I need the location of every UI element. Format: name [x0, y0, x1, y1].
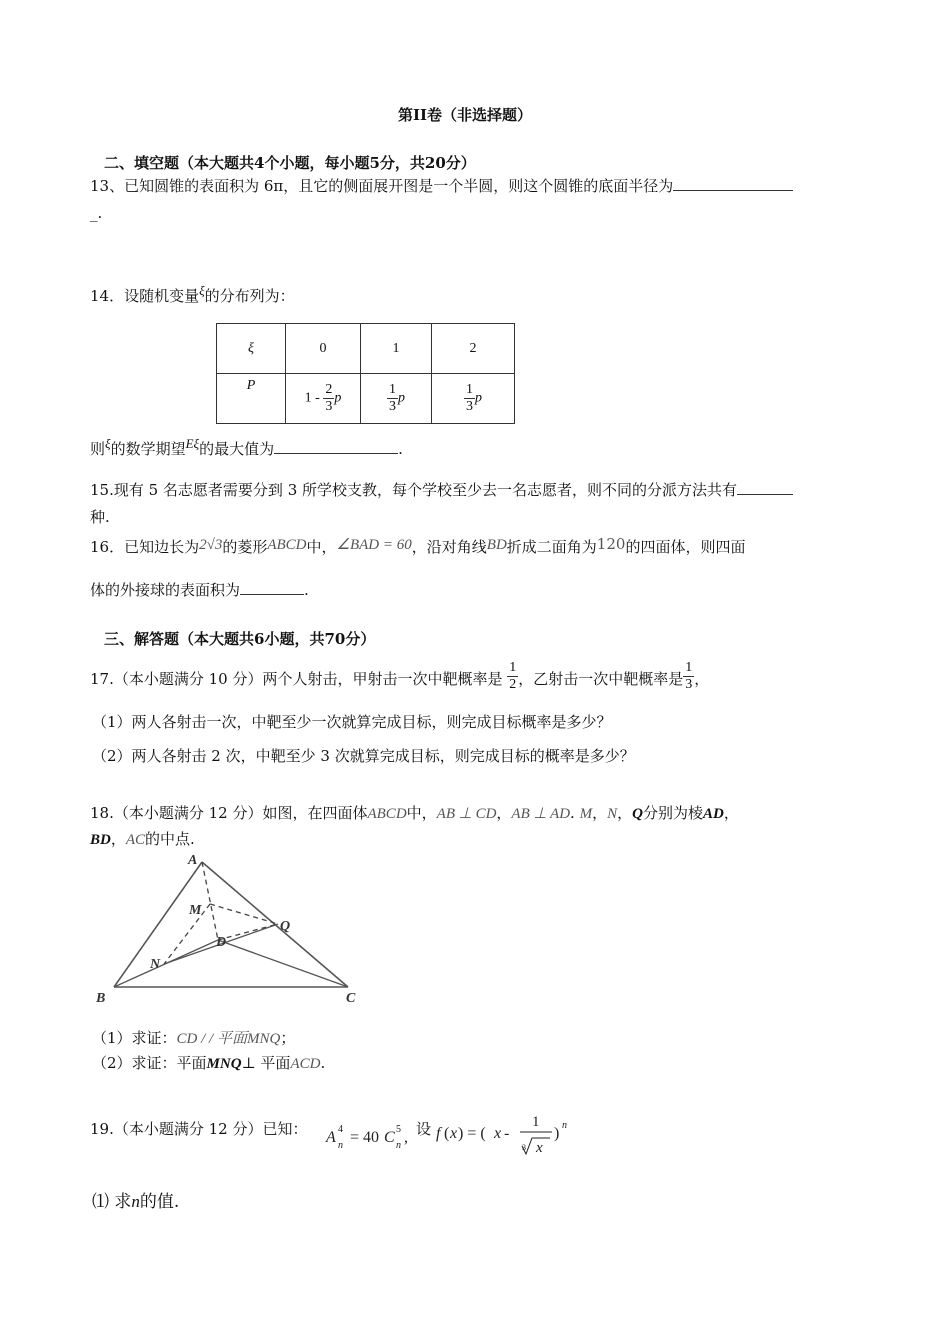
svg-text:3: 3 [522, 1143, 526, 1152]
svg-text:1: 1 [532, 1114, 540, 1130]
section-3-heading: 三、解答题（本大题共6小题，共70分） [104, 630, 376, 648]
table-header-cell: 2 [432, 324, 515, 374]
table-row [217, 374, 515, 424]
svg-text:-: - [504, 1125, 510, 1142]
svg-text:): ) [554, 1125, 560, 1142]
question-16-line2 [90, 579, 309, 600]
question-17 [90, 660, 709, 693]
svg-text:f: f [436, 1125, 441, 1142]
fraction [387, 382, 398, 415]
question-14 [90, 283, 295, 306]
question-17-part-2: （2）两人各射击 2 次，中靶至少 3 次就算完成目标，则完成目标的概率是多少？ [92, 747, 635, 765]
question-14-intro-tail: 的分布列为： [204, 287, 295, 305]
text-segment: . [304, 581, 309, 599]
question-18-part-2 [92, 1052, 325, 1073]
text-segment: 中， [306, 538, 337, 556]
text-segment: ， [694, 670, 710, 688]
text-segment: 18.（本小题满分 12 分）如图，在四面体 [90, 804, 368, 822]
question-15-text: 15.现有 5 名志愿者需要分到 3 所学校支教，每个学校至少去一名志愿者，则不同的分派方法共有 [90, 481, 738, 499]
math-expr: 120 [596, 535, 626, 553]
math-expr: AB ⊥ AD [511, 806, 571, 822]
svg-text:,: , [404, 1129, 408, 1146]
text-segment: . [398, 440, 403, 458]
text-segment: . [320, 1054, 326, 1072]
question-19-part-1 [92, 1187, 179, 1212]
math-expr: ABCD [267, 537, 307, 553]
text-segment: ， [496, 804, 512, 822]
math-expr: AD [703, 806, 724, 822]
fraction [323, 382, 334, 415]
fraction [507, 660, 518, 693]
table-header-cell: ξ [217, 324, 286, 374]
cell-var: p [334, 390, 342, 406]
denominator: 2 [509, 677, 517, 692]
text-segment: ； [280, 1029, 296, 1047]
answer-blank-13[interactable] [673, 176, 793, 191]
segment-mn [164, 904, 210, 964]
text-segment: ，乙射击一次中靶概率是 [518, 670, 684, 688]
svg-text:n: n [338, 1140, 343, 1150]
text-segment: ， [723, 804, 739, 822]
math-expr: N [607, 806, 618, 822]
label-a: A [188, 853, 198, 868]
math-expr: 2√3 [199, 537, 223, 553]
table-header-cell: 1 [361, 324, 432, 374]
question-13-tail: _. [90, 204, 103, 222]
segment-dq [218, 924, 278, 940]
numerator: 1 [466, 382, 473, 397]
math-expr: AC [125, 832, 146, 848]
text-segment: ， [110, 830, 126, 848]
text-segment: 的值. [139, 1192, 180, 1212]
label-n: N [150, 957, 161, 972]
answer-blank-14[interactable] [274, 439, 398, 454]
math-expr: CD / / 平面 [176, 1031, 247, 1047]
svg-text:A: A [326, 1129, 336, 1146]
math-expr: BD [90, 832, 111, 848]
question-14-intro: 14．设随机变量 [90, 287, 200, 305]
question-19-set: 设 [416, 1120, 432, 1138]
text-segment: ， [617, 804, 633, 822]
label-d: D [216, 935, 227, 950]
formula-f-x [436, 1108, 586, 1160]
svg-text:x: x [536, 1140, 543, 1156]
math-expr: Q [632, 806, 643, 822]
tetrahedron-figure [90, 848, 380, 1008]
math-expr: AB ⊥ CD [436, 806, 497, 822]
question-18-part-1 [92, 1027, 295, 1048]
text-segment: 则 [90, 440, 106, 458]
question-13-text: 13、已知圆锥的表面积为 6π，且它的侧面展开图是一个半圆，则这个圆锥的底面半径为 [90, 177, 674, 195]
question-13 [90, 175, 793, 196]
table-cell [286, 374, 361, 424]
math-expr: ACD [290, 1056, 321, 1072]
math-expr: MNQ [206, 1056, 242, 1072]
text-segment: 的四面体，则四面 [625, 538, 746, 556]
xi-symbol: ξ [105, 436, 111, 451]
text-segment: 中， [406, 804, 437, 822]
text-segment: 折成二面角为 [506, 538, 597, 556]
expectation-symbol: Eξ [185, 436, 200, 451]
table-cell [361, 374, 432, 424]
math-expr: M [579, 806, 593, 822]
text-segment: ⊥ 平面 [241, 1054, 291, 1072]
math-expr: n [131, 1192, 140, 1211]
text-segment: 17.（本小题满分 10 分）两个人射击，甲射击一次中靶概率是 [90, 670, 503, 688]
formula-a-c [324, 1120, 414, 1150]
text-segment: 的菱形 [222, 538, 268, 556]
text-segment: 的中点. [145, 830, 195, 848]
question-18-line2 [90, 828, 195, 849]
text-segment: ，沿对角线 [411, 538, 487, 556]
svg-text:(: ( [444, 1125, 450, 1142]
svg-text:5: 5 [396, 1124, 401, 1135]
section-2-heading: 二、填空题（本大题共4个小题，每小题5分，共20分） [104, 154, 476, 172]
text-segment: 体的外接球的表面积为 [90, 581, 241, 599]
denominator: 3 [389, 399, 396, 414]
question-16 [90, 535, 745, 557]
table-row-label: P [217, 374, 286, 424]
cell-prefix: 1 - [304, 390, 320, 406]
question-17-part-1: （1）两人各射击一次，中靶至少一次就算完成目标，则完成目标概率是多少？ [92, 713, 612, 731]
math-expr: ∠BAD = 60 [336, 537, 412, 553]
xi-symbol: ξ [199, 283, 205, 298]
table-header-cell: 0 [286, 324, 361, 374]
table-cell [432, 374, 515, 424]
fraction [683, 660, 694, 693]
cell-var: p [398, 390, 405, 406]
text-segment: 分别为棱 [642, 804, 703, 822]
text-segment: ⑴ 求 [92, 1192, 132, 1212]
svg-text:x: x [450, 1125, 458, 1142]
svg-text:n: n [396, 1140, 401, 1150]
svg-text:C: C [384, 1129, 395, 1146]
numerator: 1 [389, 382, 396, 397]
label-c: C [346, 991, 356, 1006]
segment-mq [210, 904, 278, 924]
text-segment: 的数学期望 [110, 440, 186, 458]
denominator: 3 [466, 399, 473, 414]
text-segment: 的最大值为 [199, 440, 275, 458]
text-segment: 16．已知边长为 [90, 538, 200, 556]
distribution-table [216, 323, 515, 424]
edge-dc [218, 940, 348, 987]
svg-text:= 40: = 40 [350, 1129, 380, 1146]
denominator: 3 [685, 677, 693, 692]
math-expr: BD [486, 537, 507, 553]
math-expr: MNQ [246, 1031, 281, 1047]
question-15 [90, 479, 793, 500]
text-segment: （1）求证： [92, 1029, 177, 1047]
label-q: Q [280, 919, 291, 934]
denominator: 3 [325, 399, 333, 414]
numerator: 1 [509, 660, 517, 675]
cell-var: p [475, 390, 482, 406]
question-18 [90, 802, 739, 823]
numerator: 1 [685, 660, 693, 675]
numerator: 2 [325, 382, 333, 397]
label-b: B [96, 991, 106, 1006]
svg-text:) = (: ) = ( [458, 1125, 486, 1142]
svg-text:x: x [494, 1125, 502, 1142]
answer-blank-15[interactable] [737, 480, 793, 495]
math-expr: ABCD [367, 806, 407, 822]
label-m: M [189, 903, 202, 918]
question-19: 19.（本小题满分 12 分）已知： [90, 1120, 308, 1138]
page-title: 第II卷（非选择题） [398, 106, 533, 124]
answer-blank-16[interactable] [240, 580, 304, 595]
fraction [464, 382, 475, 415]
question-15-line2: 种. [90, 508, 110, 526]
text-segment: . [570, 804, 580, 822]
table-row [217, 324, 515, 374]
text-segment: ， [592, 804, 608, 822]
text-segment: （2）求证：平面 [92, 1054, 207, 1072]
svg-text:n: n [562, 1120, 567, 1131]
question-14-expectation [90, 436, 403, 459]
svg-text:4: 4 [338, 1124, 343, 1135]
